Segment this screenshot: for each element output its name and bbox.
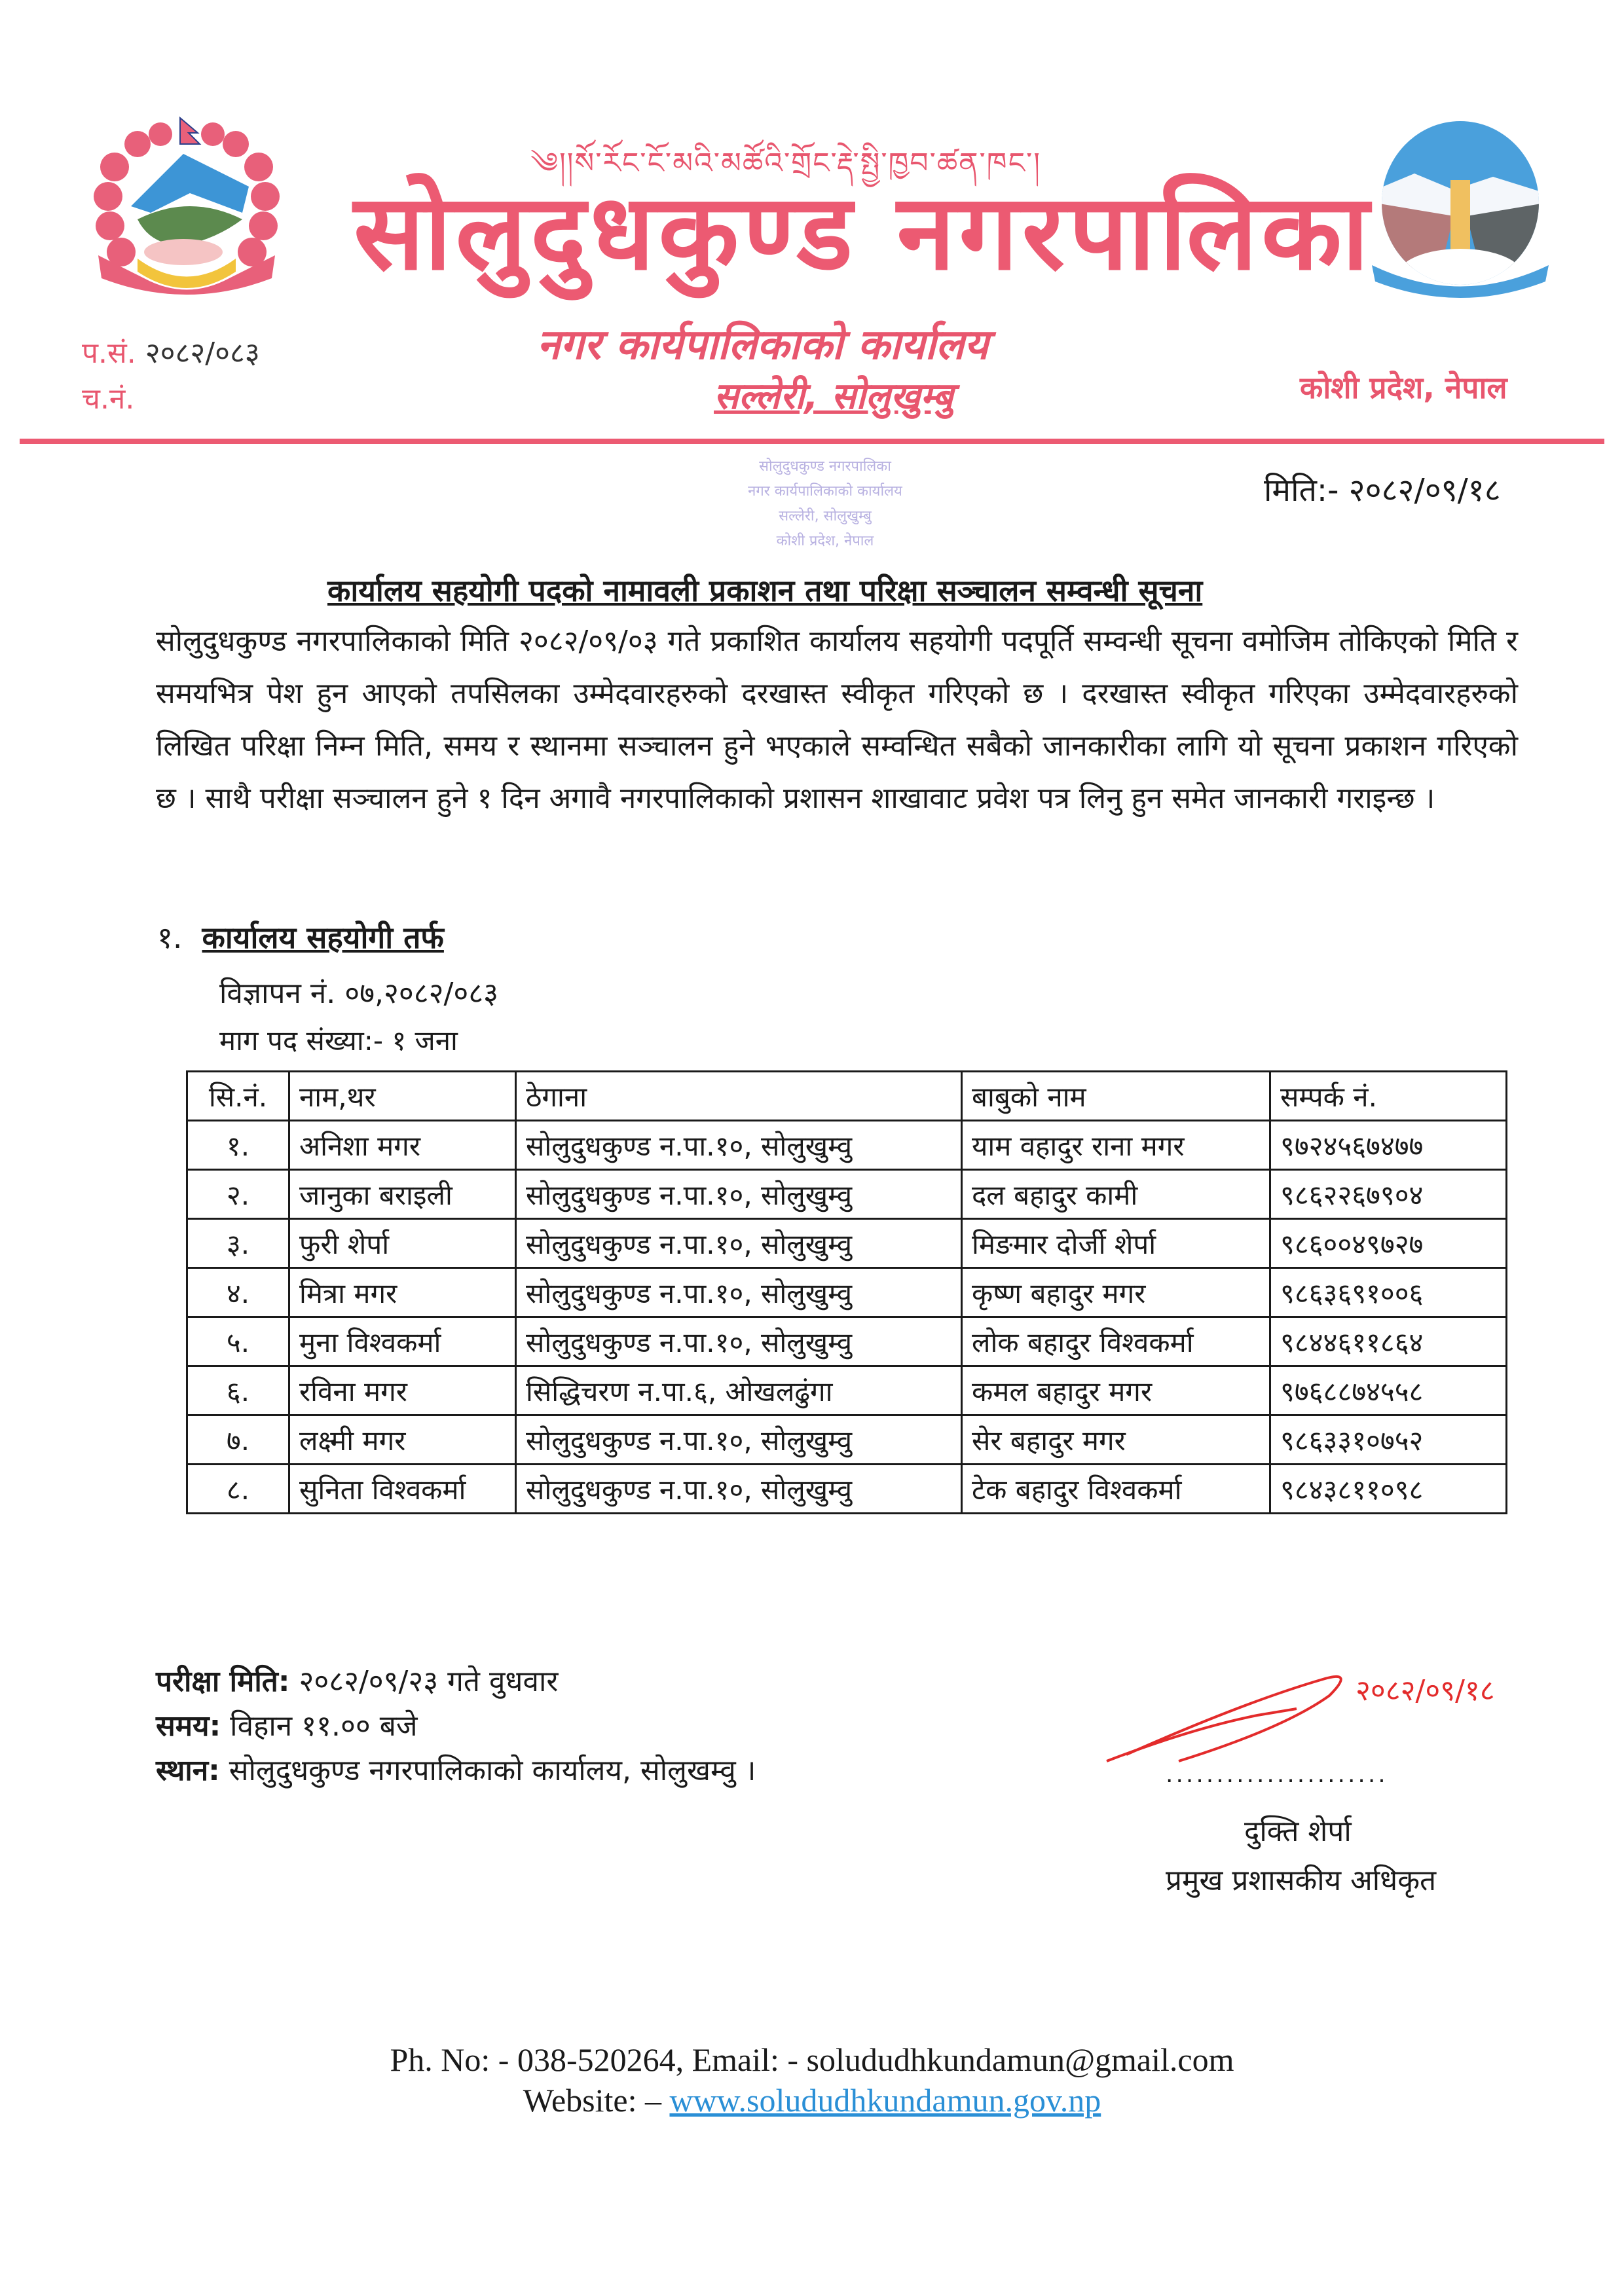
section-number: १. <box>157 920 183 955</box>
signature-dotted-line: ...................... <box>1166 1761 1388 1788</box>
municipality-logo-emblem <box>1362 118 1559 301</box>
reference-block <box>82 331 260 422</box>
cell-father-name: कृष्ण बहादुर मगर <box>962 1268 1270 1317</box>
cell-name: रविना मगर <box>289 1366 516 1415</box>
exam-details <box>156 1660 756 1793</box>
signature-block <box>1048 1663 1545 2003</box>
cell-father-name: दल बहादुर कामी <box>962 1170 1270 1219</box>
cell-serial: १. <box>187 1121 289 1170</box>
header-contact: सम्पर्क नं. <box>1270 1072 1507 1121</box>
province-label: कोशी प्रदेश, नेपाल <box>1300 370 1507 405</box>
exam-venue-value: सोलुदुधकुण्ड नगरपालिकाको कार्यालय, सोलुखम्वु । <box>229 1754 756 1787</box>
cell-contact: ९८६२२६७९०४ <box>1270 1170 1507 1219</box>
required-posts: माग पद संख्या:- १ जना <box>219 1025 458 1057</box>
cell-father-name: लोक बहादुर विश्वकर्मा <box>962 1317 1270 1366</box>
header-serial: सि.नं. <box>187 1072 289 1121</box>
exam-venue-label: स्थान: <box>156 1754 220 1787</box>
exam-date-value: २०८२/०९/२३ गते वुधवार <box>299 1665 559 1698</box>
cell-father-name: कमल बहादुर मगर <box>962 1366 1270 1415</box>
municipality-name: सोलुदुधकुण्ड नगरपालिका <box>354 171 1373 293</box>
stamp-line: कोशी प्रदेश, नेपाल <box>776 533 874 549</box>
header-father-name: बाबुको नाम <box>962 1072 1270 1121</box>
cell-name: जानुका बराइली <box>289 1170 516 1219</box>
footer-website-line <box>0 2080 1624 2121</box>
cell-father-name: टेक बहादुर विश्वकर्मा <box>962 1465 1270 1514</box>
cell-father-name: याम वहादुर राना मगर <box>962 1121 1270 1170</box>
tibetan-motto: ༄།།སོ་རོང་ངོ་མའི་མཚོའི་གྲོང་རྡེ་སྤྱི་ཁྱབ་ཚན་ཁང་། <box>530 147 1041 180</box>
exam-time-label: समय: <box>156 1709 221 1743</box>
cell-serial: ६. <box>187 1366 289 1415</box>
cell-contact: ९८६३३१०७५२ <box>1270 1415 1507 1465</box>
cell-address: सोलुदुधकुण्ड न.पा.१०, सोलुखुम्वु <box>516 1465 962 1514</box>
cell-name: सुनिता विश्वकर्मा <box>289 1465 516 1514</box>
table-header-row <box>187 1072 1507 1121</box>
table-row <box>187 1121 1507 1170</box>
footer-contact <box>0 2039 1624 2121</box>
cell-address: सोलुदुधकुण्ड न.पा.१०, सोलुखुम्वु <box>516 1219 962 1268</box>
cell-contact: ९८६३६९१००६ <box>1270 1268 1507 1317</box>
signatory-name: दुक्ति शेर्पा <box>1244 1815 1352 1848</box>
cell-father-name: मिङमार दोर्जी शेर्पा <box>962 1219 1270 1268</box>
cell-serial: ४. <box>187 1268 289 1317</box>
cell-serial: ५. <box>187 1317 289 1366</box>
website-label: Website: – <box>523 2082 670 2119</box>
table-row <box>187 1465 1507 1514</box>
office-name: नगर कार्यपालिकाको कार्यालय <box>537 321 989 369</box>
office-location: सल्लेरी, सोलुखुम्बु <box>714 375 953 418</box>
candidates-table <box>186 1070 1507 1514</box>
cell-address: सोलुदुधकुण्ड न.पा.१०, सोलुखुम्वु <box>516 1268 962 1317</box>
notice-body: सोलुदुधकुण्ड नगरपालिकाको मिति २०८२/०९/०३ गते प्रकाशित कार्यालय सहयोगी पदपूर्ति सम्वन्धी सूचना वमोजिम तोकिएको मिति र समयभित्र पेश हुन आएको तपसिलका उम्मेदवारहरुको दरखास्त स्वीकृत गरिएको छ । दरखास्त स्वीकृत गरिएका उम्मेदवारहरुको लिखित परिक्षा निम्न मिति, समय र स्थानमा सञ्चालन हुने भएकाले सम्वन्धित सबैको जानकारीका लागि यो सूचना प्रकाशन गरिएको छ । साथै परीक्षा सञ्चालन हुने १ दिन अगावै नगरपालिकाको प्रशासन शाखावाट प्रवेश पत्र लिनु हुन समेत जानकारी गराइन्छ । <box>156 625 1518 815</box>
cell-address: सोलुदुधकुण्ड न.पा.१०, सोलुखुम्वु <box>516 1170 962 1219</box>
header-address: ठेगाना <box>516 1072 962 1121</box>
exam-time-value: विहान ११.०० बजे <box>230 1709 418 1743</box>
dispatch-label: च.नं. <box>82 382 135 416</box>
nepal-coat-of-arms-emblem <box>85 115 288 304</box>
cell-father-name: सेर बहादुर मगर <box>962 1415 1270 1465</box>
stamp-line: सल्लेरी, सोलुखुम्बु <box>779 508 872 524</box>
notice-date: मिति:- २०८२/०९/१८ <box>1264 472 1501 509</box>
exam-time-line <box>156 1704 756 1749</box>
cell-address: सिद्धिचरण न.पा.६, ओखलढुंगा <box>516 1366 962 1415</box>
ref-value: २०८२/०८३ <box>145 337 260 370</box>
exam-date-label: परीक्षा मिति: <box>156 1665 290 1698</box>
cell-serial: ७. <box>187 1415 289 1465</box>
footer-phone-email: Ph. No: - 038-520264, Email: - solududhkundamun@gmail.com <box>390 2041 1234 2078</box>
cell-serial: २. <box>187 1170 289 1219</box>
table-row <box>187 1366 1507 1415</box>
office-seal-stamp <box>727 452 923 563</box>
cell-serial: ३. <box>187 1219 289 1268</box>
cell-serial: ८. <box>187 1465 289 1514</box>
signatory-title: प्रमुख प्रशासकीय अधिकृत <box>1166 1864 1437 1897</box>
cell-name: फुरी शेर्पा <box>289 1219 516 1268</box>
cell-address: सोलुदुधकुण्ड न.पा.१०, सोलुखुम्वु <box>516 1121 962 1170</box>
section-heading <box>157 917 444 957</box>
cell-address: सोलुदुधकुण्ड न.पा.१०, सोलुखुम्वु <box>516 1317 962 1366</box>
website-link[interactable]: www.solududhkundamun.gov.np <box>669 2082 1101 2119</box>
section-title: कार्यालय सहयोगी तर्फ <box>202 920 444 955</box>
advertisement-number: विज्ञापन नं. ०७,२०८२/०८३ <box>219 977 498 1010</box>
cell-address: सोलुदुधकुण्ड न.पा.१०, सोलुखुम्वु <box>516 1415 962 1465</box>
table-row <box>187 1317 1507 1366</box>
stamp-line: नगर कार्यपालिकाको कार्यालय <box>748 483 902 500</box>
exam-date-line <box>156 1660 756 1704</box>
cell-contact: ९८६००४९७२७ <box>1270 1219 1507 1268</box>
table-row <box>187 1415 1507 1465</box>
signature-date: २०८२/०९/१८ <box>1356 1674 1495 1707</box>
header-name: नाम,थर <box>289 1072 516 1121</box>
cell-contact: ९८४३८११०९८ <box>1270 1465 1507 1514</box>
cell-name: मुना विश्वकर्मा <box>289 1317 516 1366</box>
exam-venue-line <box>156 1749 756 1793</box>
cell-contact: ९७२४५६७४७७ <box>1270 1121 1507 1170</box>
notice-title: कार्यालय सहयोगी पदको नामावली प्रकाशन तथा परिक्षा सञ्चालन सम्वन्धी सूचना <box>327 573 1203 608</box>
table-row <box>187 1268 1507 1317</box>
table-row <box>187 1219 1507 1268</box>
cell-contact: ९७६८८७४५५८ <box>1270 1366 1507 1415</box>
cell-name: लक्ष्मी मगर <box>289 1415 516 1465</box>
cell-name: मित्रा मगर <box>289 1268 516 1317</box>
stamp-line: सोलुदुधकुण्ड नगरपालिका <box>759 458 891 475</box>
cell-name: अनिशा मगर <box>289 1121 516 1170</box>
ref-label: प.सं. <box>82 337 136 370</box>
table-row <box>187 1170 1507 1219</box>
cell-contact: ९८४४६११८६४ <box>1270 1317 1507 1366</box>
header-divider <box>20 439 1604 444</box>
